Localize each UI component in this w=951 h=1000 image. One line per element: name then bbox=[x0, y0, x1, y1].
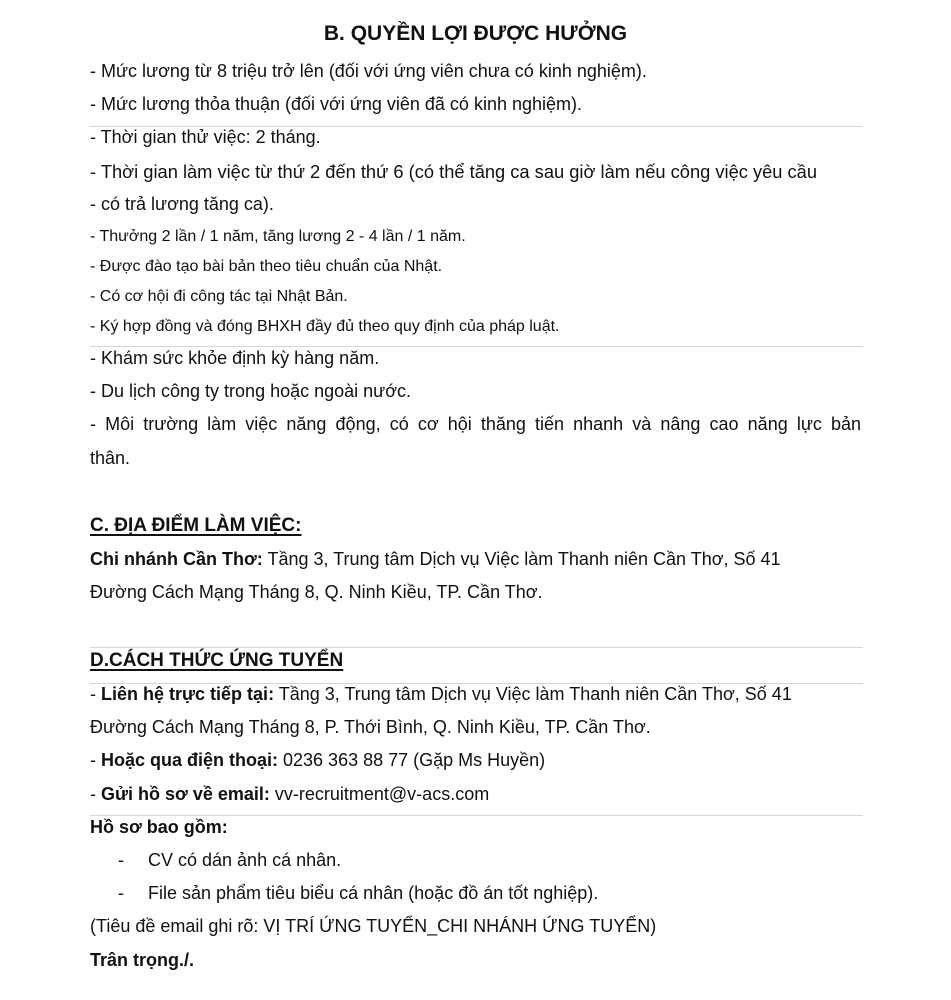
location-branch-line2: Đường Cách Mạng Tháng 8, Q. Ninh Kiều, TP. Cần Thơ. bbox=[90, 582, 543, 602]
divider bbox=[90, 346, 863, 347]
apply-email-value: vv-recruitment@v-acs.com bbox=[269, 784, 490, 804]
benefit-probation: - Thời gian thử việc: 2 tháng. bbox=[90, 127, 321, 147]
apply-doc-portfolio: File sản phẩm tiêu biểu cá nhân (hoặc đồ án tốt nghiệp). bbox=[148, 883, 599, 903]
location-branch-line1 bbox=[90, 549, 781, 570]
location-branch-label: Chi nhánh Cần Thơ: bbox=[90, 549, 263, 569]
apply-contact-label: Liên hệ trực tiếp tại: bbox=[101, 684, 275, 704]
divider bbox=[90, 815, 863, 816]
divider bbox=[90, 647, 863, 648]
apply-phone bbox=[90, 750, 545, 771]
bullet-dash: - bbox=[90, 784, 101, 804]
apply-email-label: Gửi hồ sơ về email: bbox=[101, 784, 270, 804]
docs-bullet: - bbox=[118, 883, 124, 903]
benefit-japan-trip: - Có cơ hội đi công tác tại Nhật Bản. bbox=[90, 288, 348, 305]
apply-contact-line2: Đường Cách Mạng Tháng 8, P. Thới Bình, Q. Ninh Kiều, TP. Cần Thơ. bbox=[90, 717, 651, 737]
apply-doc-cv: CV có dán ảnh cá nhân. bbox=[148, 850, 342, 870]
apply-phone-value: 0236 363 88 77 (Gặp Ms Huyền) bbox=[278, 750, 546, 770]
benefit-overtime-pay: - có trả lương tăng ca). bbox=[90, 194, 274, 214]
benefit-salary-fresher: - Mức lương từ 8 triệu trở lên (đối với ứng viên chưa có kinh nghiệm). bbox=[90, 61, 647, 81]
bullet-dash: - bbox=[90, 684, 101, 704]
benefits-heading: B. QUYỀN LỢI ĐƯỢC HƯỞNG bbox=[323, 22, 628, 45]
benefit-environment: - Môi trường làm việc năng động, có cơ hội thăng tiến nhanh và nâng cao năng lực bản bbox=[90, 414, 861, 434]
benefit-training: - Được đào tạo bài bản theo tiêu chuẩn của Nhật. bbox=[90, 258, 443, 275]
apply-email bbox=[90, 784, 489, 805]
docs-bullet: - bbox=[118, 850, 124, 870]
benefit-environment-cont: thân. bbox=[90, 448, 131, 468]
apply-docs-heading: Hồ sơ bao gồm: bbox=[90, 817, 228, 837]
apply-contact-address: Tầng 3, Trung tâm Dịch vụ Việc làm Thanh niên Cần Thơ, Số 41 bbox=[274, 684, 792, 704]
bullet-dash: - bbox=[90, 750, 101, 770]
benefit-company-trip: - Du lịch công ty trong hoặc ngoài nước. bbox=[90, 381, 412, 401]
closing: Trân trọng./. bbox=[90, 950, 195, 970]
benefit-health-check: - Khám sức khỏe định kỳ hàng năm. bbox=[90, 348, 380, 368]
benefit-bonus: - Thưởng 2 lần / 1 năm, tăng lương 2 - 4 lần / 1 năm. bbox=[90, 228, 466, 245]
apply-subject-note: (Tiêu đề email ghi rõ: VỊ TRÍ ỨNG TUYỂN_CHI NHÁNH ỨNG TUYỂN) bbox=[90, 916, 657, 936]
benefit-working-hours: - Thời gian làm việc từ thứ 2 đến thứ 6 (có thể tăng ca sau giờ làm nếu công việc yêu cầu bbox=[90, 161, 817, 182]
location-heading: C. ĐỊA ĐIỂM LÀM VIỆC: bbox=[90, 515, 302, 536]
benefit-salary-experienced: - Mức lương thỏa thuận (đối với ứng viên đã có kinh nghiệm). bbox=[90, 94, 582, 114]
location-branch-address: Tầng 3, Trung tâm Dịch vụ Việc làm Thanh niên Cần Thơ, Số 41 bbox=[262, 549, 781, 569]
apply-contact-line1 bbox=[90, 684, 792, 705]
apply-phone-label: Hoặc qua điện thoại: bbox=[101, 750, 279, 770]
apply-heading: D.CÁCH THỨC ỨNG TUYỂN bbox=[90, 650, 344, 671]
benefit-insurance: - Ký hợp đồng và đóng BHXH đầy đủ theo quy định của pháp luật. bbox=[90, 318, 560, 335]
